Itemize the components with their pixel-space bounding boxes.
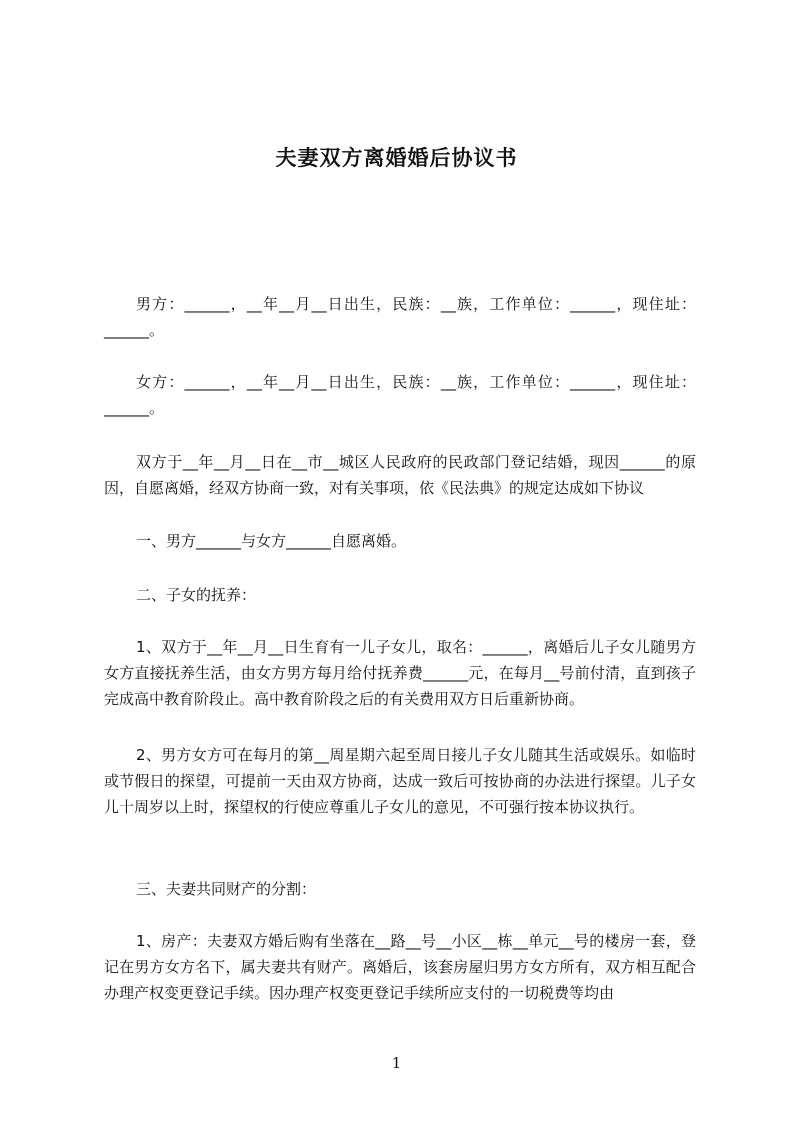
clause-2-1-child-support: 1、双方于__年__月__日生育有一儿子女儿，取名：______，离婚后儿子女儿随男方女方直接抚养生活，由女方男方每月给付抚养费______元，在每月__号前付清，直到孩子完成高中教育阶段止。高中教育阶段之后的有关费用双方日后重新协商。 (104, 638, 696, 708)
clause-2-2-visitation: 2、男方女方可在每月的第__周星期六起至周日接儿子女儿随其生活或娱乐。如临时或节假日的探望，可提前一天由双方协商，达成一致后可按协商的办法进行探望。儿子女儿十周岁以上时，探望权的行使应尊重儿子女儿的意见，不可强行按本协议执行。 (104, 746, 696, 816)
page-number: 1 (391, 1054, 402, 1072)
document-title: 夫妻双方离婚婚后协议书 (275, 146, 518, 170)
paragraph-husband-info: 男方：______，__年__月__日出生，民族：__族，工作单位：______，现住址：______。 (104, 295, 696, 339)
clause-3-1-real-estate: 1、房产：夫妻双方婚后购有坐落在__路__号__小区__栋__单元__号的楼房一套，登记在男方女方名下，属夫妻共有财产。离婚后，该套房屋归男方女方所有，双方相互配合办理产权变更登记手续。因办理产权变更登记手续所应支付的一切税费等均由 (104, 932, 696, 1002)
clause-2-heading-child-custody: 二、子女的抚养： (136, 586, 257, 604)
paragraph-marriage-background: 双方于__年__月__日在__市__城区人民政府的民政部门登记结婚，现因______的原因，自愿离婚，经双方协商一致，对有关事项，依《民法典》的规定达成如下协议 (104, 453, 696, 497)
paragraph-wife-info: 女方：______，__年__月__日出生，民族：__族，工作单位：______，现住址：______。 (104, 373, 696, 417)
clause-3-heading-property-division: 三、夫妻共同财产的分割： (136, 880, 317, 898)
clause-1-divorce-consent: 一、男方______与女方______自愿离婚。 (136, 532, 407, 550)
